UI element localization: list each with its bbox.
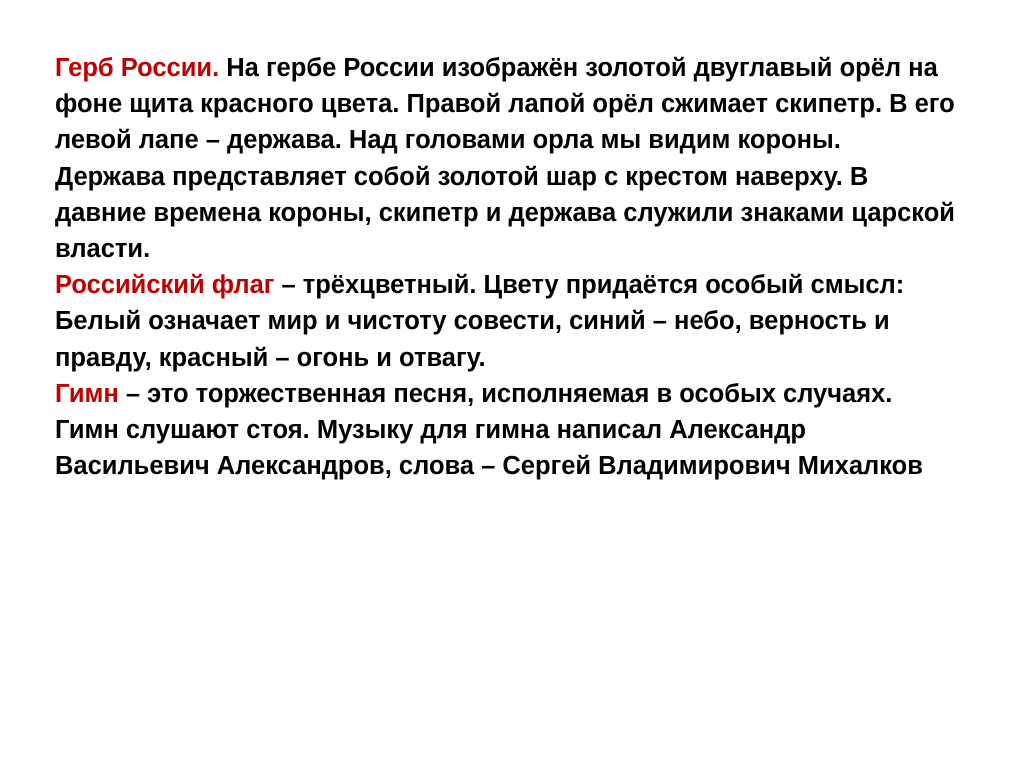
paragraph-flag-body: – трёхцветный. Цвету придаётся особый смысл: Белый означает мир и чистоту совести, синий – небо, верность и правду, красный – огонь и отвагу.	[55, 271, 905, 372]
text-content-block	[55, 50, 955, 484]
paragraph-coat-of-arms-heading: Герб России.	[55, 54, 220, 82]
paragraph-coat-of-arms-body: На гербе России изображён золотой двуглавый орёл на фоне щита красного цвета. Правой лапой орёл сжимает скипетр. В его левой лапе – держава. Над головами орла мы видим короны. Держава представляет собой золотой шар с крестом наверху. В давние времена короны, скипетр и держава служили знаками царской власти.	[55, 54, 955, 264]
paragraph-flag	[55, 267, 955, 376]
paragraph-anthem	[55, 376, 955, 485]
paragraph-flag-heading: Российский флаг	[55, 271, 275, 300]
paragraph-anthem-heading: Гимн	[55, 379, 119, 408]
paragraph-anthem-body: – это торжественная песня, исполняемая в особых случаях. Гимн слушают стоя. Музыку для гимна написал Александр Васильевич Александров, слова – Сергей Владимирович Михалков	[55, 379, 923, 481]
paragraph-coat-of-arms	[55, 50, 955, 267]
